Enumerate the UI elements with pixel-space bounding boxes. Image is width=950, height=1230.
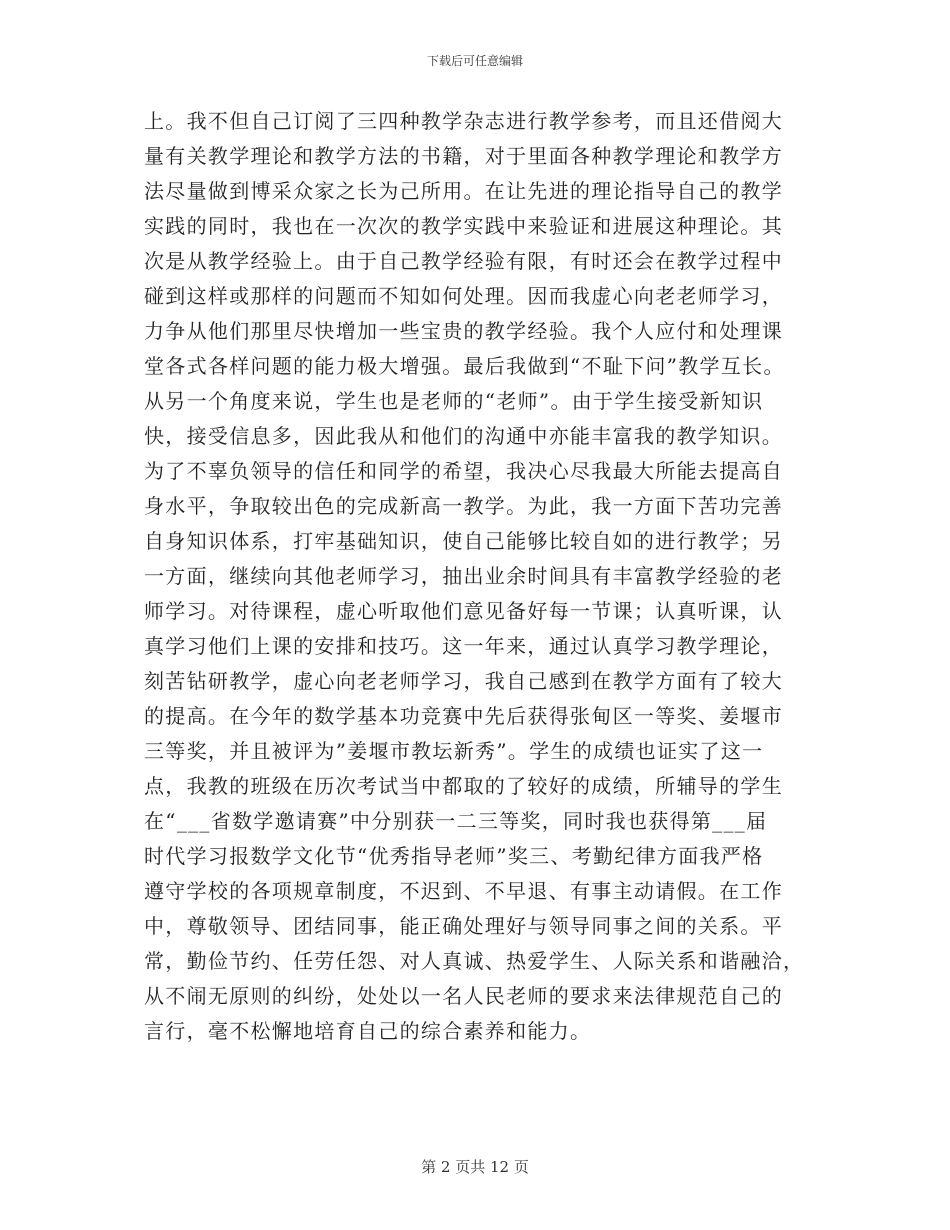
text-line: 中，尊敬领导、团结同事，能正确处理好与领导同事之间的关系。平	[144, 914, 783, 938]
text-line: 法尽量做到博采众家之长为己所用。在让先进的理论指导自己的教学	[144, 179, 783, 203]
page-header: 下载后可任意编辑	[426, 54, 523, 68]
text-line: 的提高。在今年的数学基本功竞赛中先后获得张甸区一等奖、姜堰市	[144, 704, 783, 728]
text-line: 从另一个角度来说，学生也是老师的“老师”。由于学生接受新知识	[144, 389, 764, 413]
document-body	[144, 104, 816, 1049]
text-line: 刻苦钻研教学，虚心向老老师学习，我自己感到在教学方面有了较大	[144, 669, 783, 693]
text-line: 真学习他们上课的安排和技巧。这一年来，通过认真学习教学理论，	[144, 634, 783, 658]
text-line: 为了不辜负领导的信任和同学的希望，我决心尽我最大所能去提高自	[144, 459, 783, 483]
text-line: 快，接受信息多，因此我从和他们的沟通中亦能丰富我的教学知识。	[144, 424, 783, 448]
page-number: 第 2 页共 12 页	[421, 1158, 529, 1176]
text-line: 碰到这样或那样的问题而不知如何处理。因而我虚心向老老师学习，	[144, 284, 783, 308]
text-line: 上。我不但自己订阅了三四种教学杂志进行教学参考，而且还借阅大	[144, 109, 783, 133]
text-line: 自身知识体系，打牢基础知识，使自己能够比较自如的进行教学；另	[144, 529, 783, 553]
text-line: 身水平，争取较出色的完成新高一教学。为此，我一方面下苦功完善	[144, 494, 783, 518]
text-line: 堂各式各样问题的能力极大增强。最后我做到“不耻下问”教学互长。	[144, 354, 785, 378]
text-line: 时代学习报数学文化节“优秀指导老师”奖三、考勤纪律方面我严格	[144, 844, 764, 868]
text-line: 在“___省数学邀请赛”中分别获一二三等奖，同时我也获得第___届	[144, 809, 768, 833]
text-line: 从不闹无原则的纠纷，处处以一名人民老师的要求来法律规范自己的	[144, 984, 783, 1008]
text-line: 实践的同时，我也在一次次的教学实践中来验证和进展这种理论。其	[144, 214, 783, 238]
text-line: 量有关教学理论和教学方法的书籍，对于里面各种教学理论和教学方	[144, 144, 783, 168]
text-line: 言行，毫不松懈地培育自己的综合素养和能力。	[144, 1019, 592, 1043]
text-line: 遵守学校的各项规章制度，不迟到、不早退、有事主动请假。在工作	[144, 879, 783, 903]
text-line: 次是从教学经验上。由于自己教学经验有限，有时还会在教学过程中	[144, 249, 783, 273]
text-line: 力争从他们那里尽快增加一些宝贵的教学经验。我个人应付和处理课	[144, 319, 783, 343]
text-line: 三等奖，并且被评为”姜堰市教坛新秀”。学生的成绩也证实了这一	[144, 739, 764, 763]
text-line: 一方面，继续向其他老师学习，抽出业余时间具有丰富教学经验的老	[144, 564, 783, 588]
text-line: 师学习。对待课程，虚心听取他们意见备好每一节课；认真听课，认	[144, 599, 783, 623]
text-line: 常，勤俭节约、任劳任怨、对人真诚、热爱学生、人际关系和谐融洽，	[144, 949, 805, 973]
text-line: 点，我教的班级在历次考试当中都取的了较好的成绩，所辅导的学生	[144, 774, 783, 798]
